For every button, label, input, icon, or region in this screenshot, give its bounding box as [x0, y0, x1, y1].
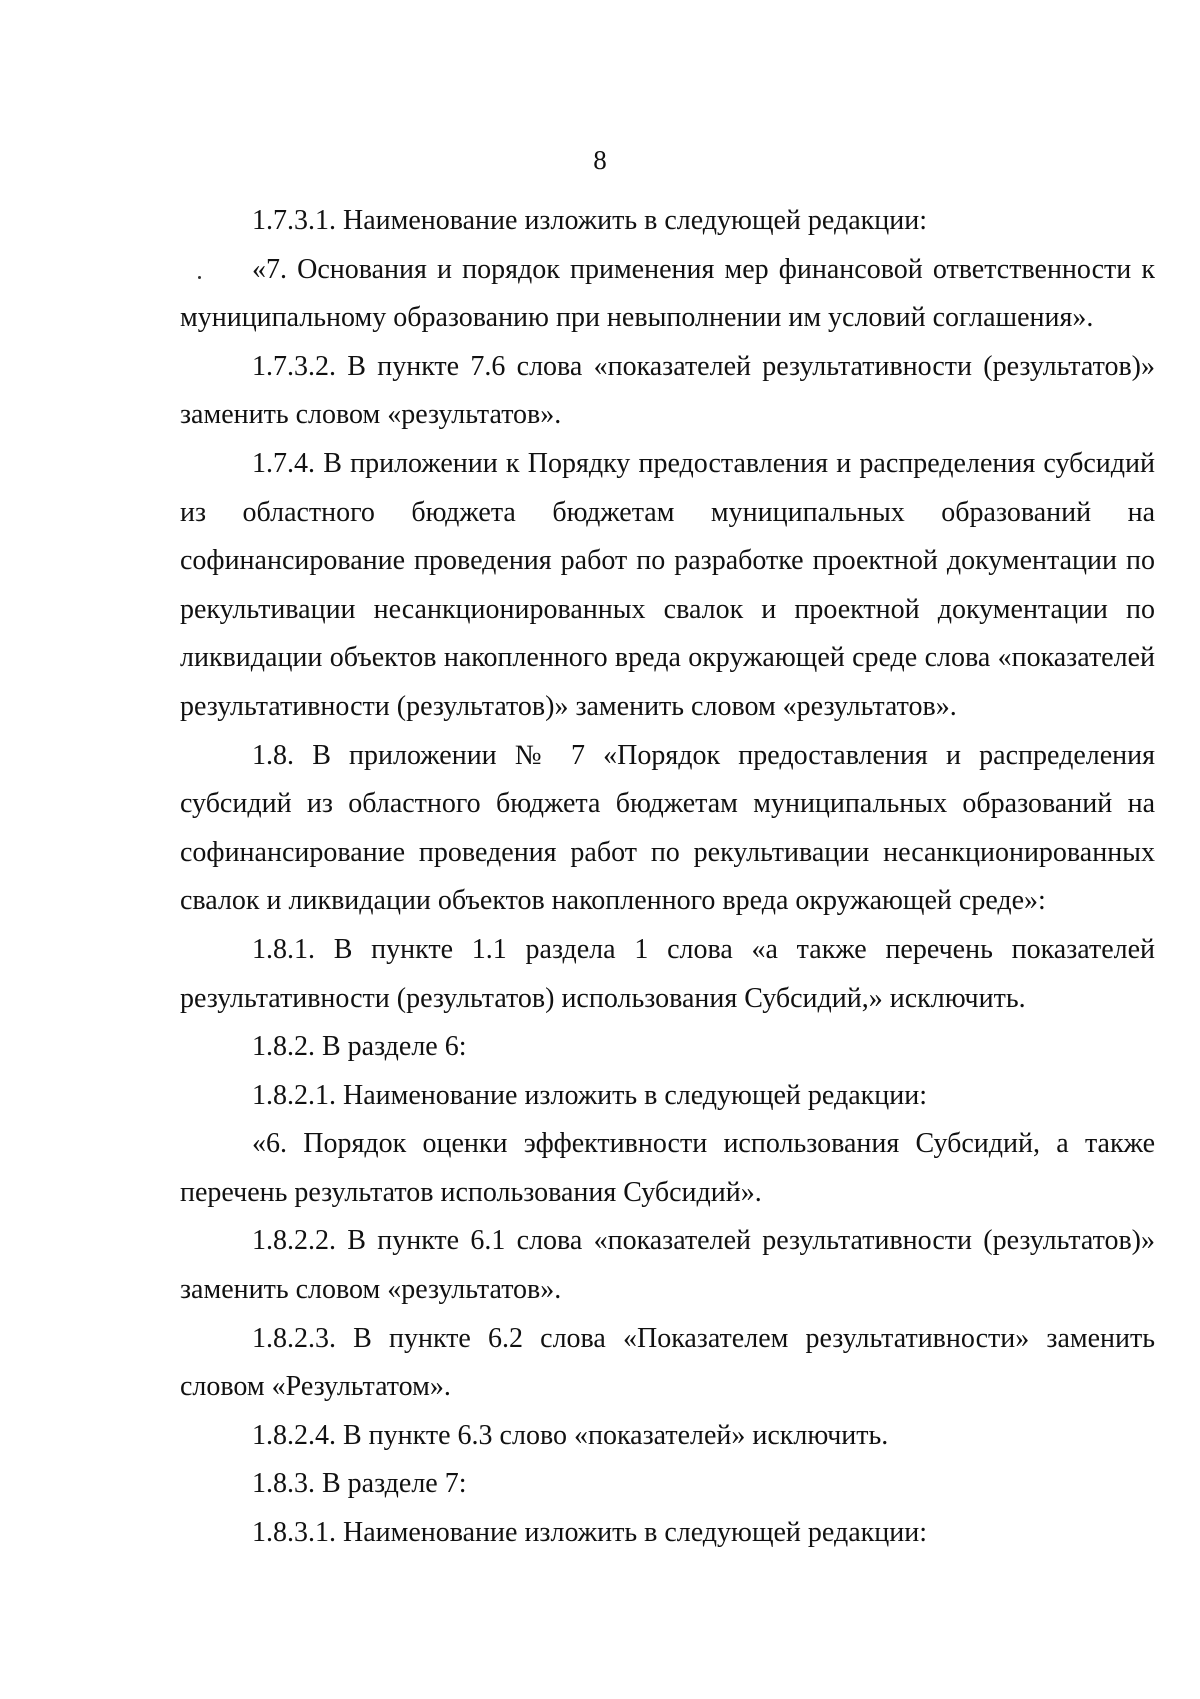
- paragraph-1-8: 1.8. В приложении № 7 «Порядок предоставления и распределения субсидий из областного бюджета бюджетам муниципальных образований на софинансирование проведения работ по рекультивации несанкционированных свалок и ликвидации объектов накопленного вреда окружающей среде»:: [180, 739, 1155, 917]
- paragraph-1-7-3-1: 1.7.3.1. Наименование изложить в следующей редакции:: [252, 205, 927, 236]
- paragraph-section-6-title: «6. Порядок оценки эффективности использования Субсидий, а также перечень результатов использования Субсидий».: [180, 1128, 1155, 1208]
- paragraph-1-8-2-3: 1.8.2.3. В пункте 6.2 слова «Показателем результативности» заменить словом «Результатом».: [180, 1322, 1155, 1403]
- paragraph-1-7-4: 1.7.4. В приложении к Порядку предоставления и распределения субсидий из областного бюджета бюджетам муниципальных образований на софинансирование проведения работ по разработке проектной документации по рекультивации несанкционированных свалок и проектной документации по ликвидации объектов накопленного вреда окружающей среде слова «показателей результативности (результатов)» заменить словом «результатов».: [180, 447, 1155, 722]
- page-number: 8: [593, 145, 607, 175]
- paragraph-1-8-1: 1.8.1. В пункте 1.1 раздела 1 слова «а также перечень показателей результативности (результатов) использования Субсидий,» исключить.: [180, 933, 1155, 1014]
- paragraph-1-8-2-1: 1.8.2.1. Наименование изложить в следующей редакции:: [252, 1079, 927, 1111]
- paragraph-section-7-title: «7. Основания и порядок применения мер финансовой ответственности к муниципальному образованию при невыполнении им условий соглашения».: [180, 253, 1155, 334]
- paragraph-1-8-2: 1.8.2. В разделе 6:: [252, 1031, 467, 1063]
- document-body: [180, 197, 1155, 1558]
- paragraph-1-8-2-2: 1.8.2.2. В пункте 6.1 слова «показателей результативности (результатов)» заменить словом «результатов».: [180, 1225, 1155, 1306]
- paragraph-1-7-3-2: 1.7.3.2. В пункте 7.6 слова «показателей результативности (результатов)» заменить словом «результатов».: [180, 350, 1155, 431]
- paragraph-1-8-3-1: 1.8.3.1. Наименование изложить в следующей редакции:: [252, 1517, 927, 1549]
- paragraph-1-8-3: 1.8.3. В разделе 7:: [252, 1468, 467, 1500]
- paragraph-1-8-2-4: 1.8.2.4. В пункте 6.3 слово «показателей» исключить.: [252, 1419, 889, 1451]
